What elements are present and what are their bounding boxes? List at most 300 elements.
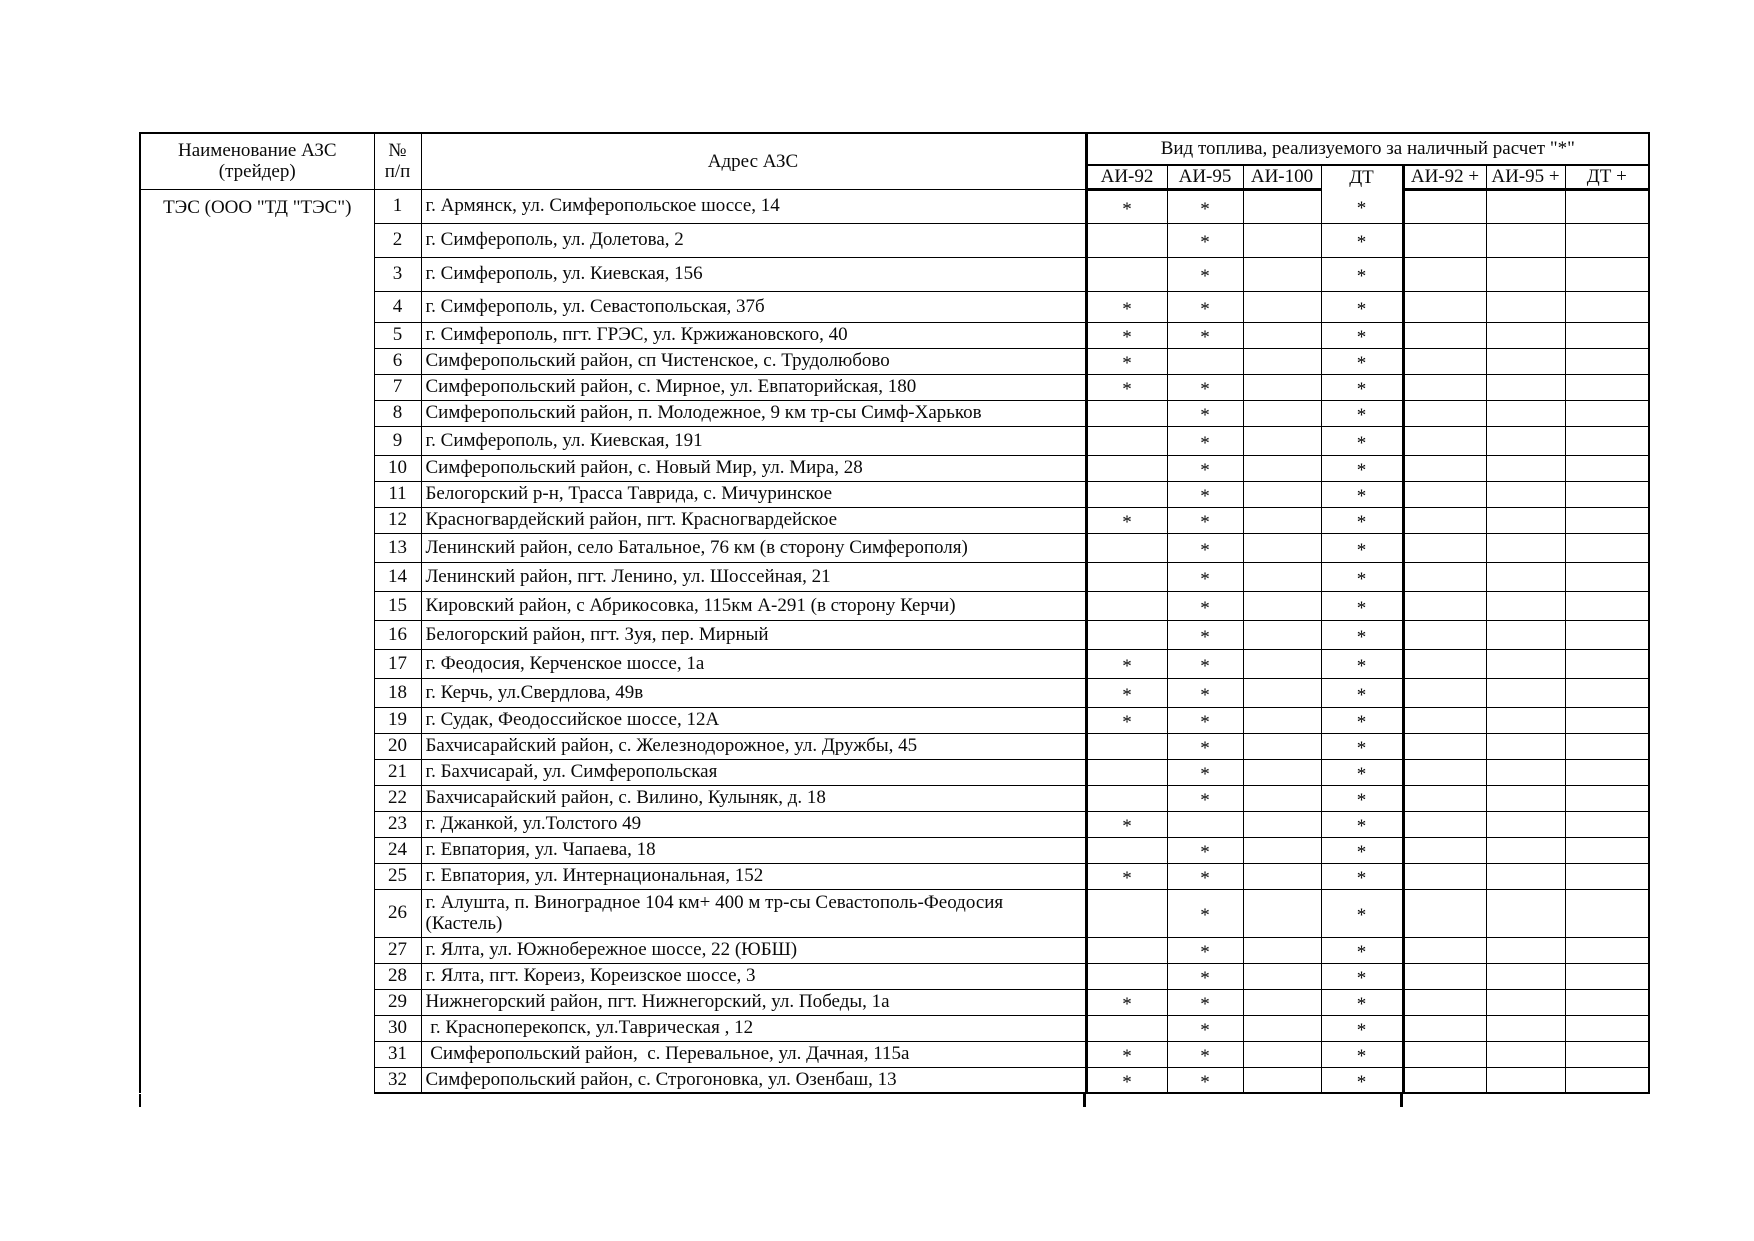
fuel-mark-cell-ai92 — [1086, 591, 1167, 620]
fuel-stations-table — [139, 132, 1650, 1094]
fuel-mark-cell-ai92plus — [1403, 533, 1486, 562]
address-cell: г. Алушта, п. Виноградное 104 км+ 400 м тр-сы Севастополь-Феодосия (Кастель) — [421, 889, 1086, 937]
fuel-available-mark: * — [1356, 684, 1367, 706]
fuel-mark-cell-ai95 — [1167, 1067, 1243, 1093]
fuel-available-mark: * — [1200, 379, 1210, 401]
fuel-mark-cell-dtplus — [1565, 189, 1649, 223]
fuel-mark-cell-ai92 — [1086, 649, 1167, 678]
trader-name-cell: ТЭС (ООО "ТД "ТЭС") — [140, 189, 374, 1093]
fuel-mark-cell-ai92 — [1086, 837, 1167, 863]
fuel-mark-cell-dtplus — [1565, 400, 1649, 426]
row-number-cell: 15 — [374, 591, 421, 620]
fuel-mark-cell-ai92plus — [1403, 348, 1486, 374]
fuel-mark-cell-ai92 — [1086, 889, 1167, 937]
fuel-mark-cell-dtplus — [1565, 785, 1649, 811]
fuel-mark-cell-dtplus — [1565, 507, 1649, 533]
fuel-available-mark: * — [1356, 486, 1367, 508]
row-number-cell: 26 — [374, 889, 421, 937]
fuel-available-mark: * — [1122, 353, 1132, 375]
fuel-mark-cell-ai92plus — [1403, 481, 1486, 507]
fuel-mark-cell-ai95 — [1167, 811, 1243, 837]
fuel-available-mark: * — [1122, 655, 1132, 677]
address-cell: Симферопольский район, с. Строгоновка, ул. Озенбаш, 13 — [421, 1067, 1086, 1093]
fuel-mark-cell-ai95 — [1167, 481, 1243, 507]
address-cell: г. Ялта, пгт. Кореиз, Кореизское шоссе, 3 — [421, 963, 1086, 989]
fuel-mark-cell-ai95 — [1167, 189, 1243, 223]
fuel-mark-cell-ai92 — [1086, 963, 1167, 989]
fuel-mark-cell-dt — [1321, 649, 1403, 678]
fuel-available-mark: * — [1200, 512, 1210, 534]
row-number-cell: 6 — [374, 348, 421, 374]
fuel-mark-cell-ai95plus — [1486, 989, 1565, 1015]
fuel-mark-cell-ai92plus — [1403, 400, 1486, 426]
fuel-mark-cell-ai92 — [1086, 1067, 1167, 1093]
fuel-available-mark: * — [1356, 764, 1367, 786]
fuel-mark-cell-dtplus — [1565, 649, 1649, 678]
row-number-cell: 19 — [374, 707, 421, 733]
row-number-cell: 2 — [374, 223, 421, 257]
fuel-mark-cell-ai100 — [1243, 507, 1321, 533]
fuel-mark-cell-ai92plus — [1403, 620, 1486, 649]
fuel-mark-cell-ai95 — [1167, 937, 1243, 963]
header-address-label: Адрес АЗС — [707, 150, 799, 172]
fuel-mark-cell-dt — [1321, 678, 1403, 707]
address-cell: г. Евпатория, ул. Интернациональная, 152 — [421, 863, 1086, 889]
fuel-mark-cell-ai100 — [1243, 963, 1321, 989]
fuel-mark-cell-ai95 — [1167, 562, 1243, 591]
row-number-cell: 12 — [374, 507, 421, 533]
fuel-mark-cell-ai95 — [1167, 733, 1243, 759]
row-number-cell: 22 — [374, 785, 421, 811]
fuel-mark-cell-dtplus — [1565, 863, 1649, 889]
fuel-mark-cell-dt — [1321, 591, 1403, 620]
address-cell: г. Феодосия, Керченское шоссе, 1а — [421, 649, 1086, 678]
fuel-mark-cell-ai100 — [1243, 1041, 1321, 1067]
row-number-cell: 7 — [374, 374, 421, 400]
fuel-mark-cell-ai92 — [1086, 1041, 1167, 1067]
fuel-mark-cell-ai95plus — [1486, 649, 1565, 678]
address-cell: Бахчисарайский район, с. Вилино, Кулыняк, д. 18 — [421, 785, 1086, 811]
fuel-mark-cell-dtplus — [1565, 291, 1649, 322]
address-cell: Красногвардейский район, пгт. Красногвардейское — [421, 507, 1086, 533]
fuel-mark-cell-ai95plus — [1486, 785, 1565, 811]
fuel-mark-cell-ai92plus — [1403, 189, 1486, 223]
fuel-mark-cell-ai92plus — [1403, 507, 1486, 533]
fuel-mark-cell-ai95 — [1167, 863, 1243, 889]
row-number-cell: 23 — [374, 811, 421, 837]
fuel-mark-cell-dtplus — [1565, 733, 1649, 759]
fuel-mark-cell-ai92 — [1086, 937, 1167, 963]
header-fuel-dt: ДТ — [1321, 165, 1403, 189]
address-cell: Ленинский район, пгт. Ленино, ул. Шоссейная, 21 — [421, 562, 1086, 591]
fuel-mark-cell-ai92plus — [1403, 1041, 1486, 1067]
header-station-name — [140, 133, 374, 189]
row-number-cell: 18 — [374, 678, 421, 707]
fuel-mark-cell-ai100 — [1243, 591, 1321, 620]
row-number-cell: 24 — [374, 837, 421, 863]
fuel-available-mark: * — [1122, 816, 1132, 838]
fuel-mark-cell-ai95plus — [1486, 863, 1565, 889]
fuel-available-mark: * — [1356, 905, 1367, 927]
fuel-mark-cell-dt — [1321, 989, 1403, 1015]
fuel-available-mark: * — [1200, 942, 1210, 964]
fuel-mark-cell-ai95plus — [1486, 591, 1565, 620]
fuel-available-mark: * — [1356, 198, 1367, 220]
fuel-mark-cell-dt — [1321, 348, 1403, 374]
fuel-available-mark: * — [1122, 994, 1132, 1016]
fuel-mark-cell-dt — [1321, 322, 1403, 348]
fuel-mark-cell-ai95 — [1167, 837, 1243, 863]
fuel-available-mark: * — [1356, 266, 1367, 288]
fuel-mark-cell-ai92 — [1086, 257, 1167, 291]
fuel-available-mark: * — [1356, 942, 1367, 964]
fuel-mark-cell-ai95 — [1167, 620, 1243, 649]
fuel-mark-cell-ai92plus — [1403, 291, 1486, 322]
fuel-available-mark: * — [1356, 968, 1367, 990]
fuel-mark-cell-dtplus — [1565, 989, 1649, 1015]
fuel-mark-cell-ai92 — [1086, 322, 1167, 348]
fuel-mark-cell-ai92 — [1086, 785, 1167, 811]
fuel-mark-cell-ai95plus — [1486, 1041, 1565, 1067]
fuel-mark-cell-ai92 — [1086, 507, 1167, 533]
fuel-mark-cell-dtplus — [1565, 533, 1649, 562]
fuel-available-mark: * — [1200, 1046, 1210, 1068]
fuel-mark-cell-ai92plus — [1403, 889, 1486, 937]
fuel-mark-cell-dt — [1321, 889, 1403, 937]
fuel-mark-cell-dtplus — [1565, 937, 1649, 963]
fuel-mark-cell-ai95plus — [1486, 811, 1565, 837]
address-cell: г. Керчь, ул.Свердлова, 49в — [421, 678, 1086, 707]
fuel-available-mark: * — [1200, 266, 1210, 288]
fuel-available-mark: * — [1200, 684, 1210, 706]
fuel-mark-cell-ai95plus — [1486, 374, 1565, 400]
fuel-mark-cell-ai95plus — [1486, 348, 1565, 374]
row-number-cell: 20 — [374, 733, 421, 759]
fuel-mark-cell-ai100 — [1243, 937, 1321, 963]
row-number-cell: 29 — [374, 989, 421, 1015]
fuel-mark-cell-dt — [1321, 426, 1403, 455]
fuel-available-mark: * — [1356, 842, 1367, 864]
row-number-cell: 16 — [374, 620, 421, 649]
fuel-mark-cell-dt — [1321, 481, 1403, 507]
address-cell: Кировский район, с Абрикосовка, 115км А-291 (в сторону Керчи) — [421, 591, 1086, 620]
fuel-mark-cell-ai95plus — [1486, 400, 1565, 426]
fuel-available-mark: * — [1200, 842, 1210, 864]
fuel-mark-cell-dtplus — [1565, 257, 1649, 291]
fuel-mark-cell-ai92 — [1086, 426, 1167, 455]
address-cell: Белогорский р-н, Трасса Таврида, с. Мичуринское — [421, 481, 1086, 507]
fuel-mark-cell-ai95plus — [1486, 889, 1565, 937]
fuel-mark-cell-ai95plus — [1486, 322, 1565, 348]
address-cell: Ленинский район, село Батальное, 76 км (в сторону Симферополя) — [421, 533, 1086, 562]
fuel-available-mark: * — [1200, 968, 1210, 990]
address-cell: Симферопольский район, с. Перевальное, ул. Дачная, 115а — [421, 1041, 1086, 1067]
fuel-mark-cell-ai100 — [1243, 707, 1321, 733]
fuel-mark-cell-dt — [1321, 1067, 1403, 1093]
row-number-cell: 13 — [374, 533, 421, 562]
address-cell: г. Армянск, ул. Симферопольское шоссе, 14 — [421, 189, 1086, 223]
fuel-mark-cell-dtplus — [1565, 426, 1649, 455]
fuel-mark-cell-ai92plus — [1403, 837, 1486, 863]
fuel-mark-cell-ai92 — [1086, 989, 1167, 1015]
row-number-cell: 32 — [374, 1067, 421, 1093]
address-cell: Нижнегорский район, пгт. Нижнегорский, ул. Победы, 1а — [421, 989, 1086, 1015]
fuel-mark-cell-ai92 — [1086, 620, 1167, 649]
fuel-available-mark: * — [1356, 712, 1367, 734]
fuel-mark-cell-dt — [1321, 189, 1403, 223]
fuel-mark-cell-ai92plus — [1403, 811, 1486, 837]
fuel-available-mark: * — [1122, 512, 1132, 534]
page-cut-border-stub-plus — [1400, 1094, 1403, 1107]
fuel-available-mark: * — [1356, 1020, 1367, 1042]
fuel-available-mark: * — [1356, 626, 1367, 648]
fuel-mark-cell-ai92plus — [1403, 989, 1486, 1015]
fuel-mark-cell-ai92 — [1086, 400, 1167, 426]
header-station-name-line2: (трейдер) — [218, 161, 296, 183]
fuel-available-mark: * — [1200, 327, 1210, 349]
fuel-mark-cell-ai92plus — [1403, 455, 1486, 481]
address-cell: г. Симферополь, ул. Севастопольская, 37б — [421, 291, 1086, 322]
fuel-mark-cell-ai92plus — [1403, 733, 1486, 759]
fuel-mark-cell-ai92plus — [1403, 591, 1486, 620]
header-fuel-dtplus: ДТ + — [1565, 165, 1649, 189]
fuel-mark-cell-ai95plus — [1486, 189, 1565, 223]
fuel-available-mark: * — [1200, 1072, 1210, 1094]
fuel-mark-cell-ai95plus — [1486, 733, 1565, 759]
fuel-available-mark: * — [1200, 405, 1210, 427]
address-cell: Симферопольский район, сп Чистенское, с. Трудолюбово — [421, 348, 1086, 374]
page-cut-border-stub-fuel — [1083, 1094, 1086, 1107]
fuel-mark-cell-ai92plus — [1403, 863, 1486, 889]
fuel-available-mark: * — [1122, 198, 1132, 220]
header-fuel-ai100: АИ-100 — [1243, 165, 1321, 189]
fuel-available-mark: * — [1356, 405, 1367, 427]
fuel-mark-cell-ai92plus — [1403, 562, 1486, 591]
fuel-available-mark: * — [1200, 432, 1210, 454]
fuel-mark-cell-ai92 — [1086, 223, 1167, 257]
fuel-mark-cell-ai95 — [1167, 257, 1243, 291]
fuel-mark-cell-dtplus — [1565, 678, 1649, 707]
fuel-mark-cell-dtplus — [1565, 322, 1649, 348]
fuel-mark-cell-ai92plus — [1403, 759, 1486, 785]
header-fuel-group — [1086, 133, 1649, 165]
fuel-mark-cell-ai100 — [1243, 785, 1321, 811]
address-cell: г. Судак, Феодоссийское шоссе, 12А — [421, 707, 1086, 733]
fuel-mark-cell-dt — [1321, 733, 1403, 759]
fuel-mark-cell-ai92plus — [1403, 322, 1486, 348]
fuel-available-mark: * — [1200, 198, 1210, 220]
fuel-mark-cell-ai92plus — [1403, 1015, 1486, 1041]
fuel-mark-cell-ai100 — [1243, 257, 1321, 291]
header-row-number-line1: № — [388, 139, 407, 161]
fuel-available-mark: * — [1200, 460, 1210, 482]
header-row-number — [374, 133, 421, 189]
document-sheet — [139, 132, 1650, 1094]
header-row-number-line2: п/п — [384, 161, 411, 183]
fuel-mark-cell-dt — [1321, 863, 1403, 889]
table-row — [140, 189, 1649, 223]
fuel-available-mark: * — [1356, 232, 1367, 254]
fuel-mark-cell-ai95plus — [1486, 1015, 1565, 1041]
row-number-cell: 21 — [374, 759, 421, 785]
address-cell: г. Красноперекопск, ул.Таврическая , 12 — [421, 1015, 1086, 1041]
address-cell: Бахчисарайский район, с. Железнодорожное, ул. Дружбы, 45 — [421, 733, 1086, 759]
fuel-mark-cell-ai95plus — [1486, 707, 1565, 733]
fuel-available-mark: * — [1200, 539, 1210, 561]
fuel-mark-cell-ai92 — [1086, 863, 1167, 889]
fuel-mark-cell-ai95plus — [1486, 1067, 1565, 1093]
fuel-mark-cell-dtplus — [1565, 811, 1649, 837]
fuel-available-mark: * — [1200, 298, 1210, 320]
address-cell: Симферопольский район, с. Новый Мир, ул. Мира, 28 — [421, 455, 1086, 481]
fuel-mark-cell-ai100 — [1243, 291, 1321, 322]
fuel-mark-cell-ai100 — [1243, 1015, 1321, 1041]
fuel-mark-cell-dtplus — [1565, 591, 1649, 620]
address-cell: г. Симферополь, ул. Долетова, 2 — [421, 223, 1086, 257]
fuel-mark-cell-dtplus — [1565, 1015, 1649, 1041]
fuel-mark-cell-dt — [1321, 223, 1403, 257]
fuel-mark-cell-dtplus — [1565, 562, 1649, 591]
fuel-available-mark: * — [1122, 684, 1132, 706]
fuel-mark-cell-ai95plus — [1486, 426, 1565, 455]
fuel-mark-cell-ai95 — [1167, 889, 1243, 937]
fuel-mark-cell-dt — [1321, 291, 1403, 322]
fuel-mark-cell-ai92 — [1086, 733, 1167, 759]
fuel-mark-cell-dt — [1321, 811, 1403, 837]
header-address — [421, 133, 1086, 189]
fuel-mark-cell-dtplus — [1565, 889, 1649, 937]
fuel-available-mark: * — [1200, 597, 1210, 619]
fuel-available-mark: * — [1122, 379, 1132, 401]
row-number-cell: 11 — [374, 481, 421, 507]
fuel-available-mark: * — [1356, 1046, 1367, 1068]
row-number-cell: 4 — [374, 291, 421, 322]
fuel-mark-cell-ai92plus — [1403, 937, 1486, 963]
fuel-mark-cell-dt — [1321, 562, 1403, 591]
fuel-mark-cell-dtplus — [1565, 1067, 1649, 1093]
fuel-mark-cell-ai95 — [1167, 223, 1243, 257]
fuel-available-mark: * — [1200, 868, 1210, 890]
fuel-mark-cell-ai95plus — [1486, 533, 1565, 562]
row-number-cell: 9 — [374, 426, 421, 455]
fuel-mark-cell-ai100 — [1243, 678, 1321, 707]
fuel-available-mark: * — [1122, 327, 1132, 349]
address-cell: г. Симферополь, ул. Киевская, 191 — [421, 426, 1086, 455]
row-number-cell: 25 — [374, 863, 421, 889]
address-cell: г. Джанкой, ул.Толстого 49 — [421, 811, 1086, 837]
fuel-mark-cell-ai92 — [1086, 678, 1167, 707]
fuel-available-mark: * — [1122, 712, 1132, 734]
fuel-mark-cell-ai92plus — [1403, 223, 1486, 257]
fuel-mark-cell-dt — [1321, 620, 1403, 649]
fuel-mark-cell-ai95 — [1167, 291, 1243, 322]
fuel-mark-cell-ai92 — [1086, 811, 1167, 837]
row-number-cell: 8 — [374, 400, 421, 426]
fuel-mark-cell-dtplus — [1565, 963, 1649, 989]
fuel-available-mark: * — [1356, 1072, 1367, 1094]
address-cell: г. Ялта, ул. Южнобережное шоссе, 22 (ЮБШ) — [421, 937, 1086, 963]
fuel-available-mark: * — [1356, 379, 1367, 401]
fuel-available-mark: * — [1356, 432, 1367, 454]
fuel-mark-cell-dt — [1321, 257, 1403, 291]
fuel-mark-cell-dt — [1321, 759, 1403, 785]
row-number-cell: 3 — [374, 257, 421, 291]
fuel-mark-cell-ai92 — [1086, 348, 1167, 374]
fuel-mark-cell-ai92 — [1086, 759, 1167, 785]
fuel-mark-cell-ai95plus — [1486, 759, 1565, 785]
fuel-available-mark: * — [1356, 353, 1367, 375]
fuel-mark-cell-ai95 — [1167, 678, 1243, 707]
fuel-mark-cell-ai92plus — [1403, 678, 1486, 707]
fuel-mark-cell-ai92 — [1086, 481, 1167, 507]
fuel-available-mark: * — [1356, 327, 1367, 349]
fuel-mark-cell-dt — [1321, 837, 1403, 863]
fuel-mark-cell-ai95 — [1167, 374, 1243, 400]
fuel-mark-cell-ai100 — [1243, 533, 1321, 562]
address-cell: Симферопольский район, п. Молодежное, 9 км тр-сы Симф-Харьков — [421, 400, 1086, 426]
fuel-mark-cell-ai92plus — [1403, 257, 1486, 291]
fuel-mark-cell-ai95plus — [1486, 291, 1565, 322]
fuel-mark-cell-ai92plus — [1403, 785, 1486, 811]
fuel-mark-cell-ai92 — [1086, 562, 1167, 591]
fuel-available-mark: * — [1122, 1072, 1132, 1094]
fuel-available-mark: * — [1356, 512, 1367, 534]
row-number-cell: 17 — [374, 649, 421, 678]
fuel-mark-cell-dtplus — [1565, 481, 1649, 507]
header-fuel-ai95plus: АИ-95 + — [1486, 165, 1565, 189]
fuel-available-mark: * — [1200, 655, 1210, 677]
fuel-mark-cell-ai100 — [1243, 455, 1321, 481]
fuel-mark-cell-ai95 — [1167, 707, 1243, 733]
fuel-mark-cell-dt — [1321, 963, 1403, 989]
fuel-mark-cell-ai100 — [1243, 374, 1321, 400]
fuel-mark-cell-ai95 — [1167, 989, 1243, 1015]
fuel-mark-cell-ai95plus — [1486, 455, 1565, 481]
row-number-cell: 27 — [374, 937, 421, 963]
fuel-mark-cell-dt — [1321, 455, 1403, 481]
fuel-mark-cell-ai92 — [1086, 707, 1167, 733]
fuel-mark-cell-ai95 — [1167, 759, 1243, 785]
fuel-available-mark: * — [1356, 790, 1367, 812]
fuel-mark-cell-dtplus — [1565, 707, 1649, 733]
fuel-available-mark: * — [1356, 298, 1367, 320]
fuel-mark-cell-ai92plus — [1403, 374, 1486, 400]
fuel-available-mark: * — [1122, 1046, 1132, 1068]
fuel-mark-cell-ai95 — [1167, 348, 1243, 374]
fuel-mark-cell-dtplus — [1565, 223, 1649, 257]
fuel-available-mark: * — [1356, 460, 1367, 482]
fuel-mark-cell-ai100 — [1243, 400, 1321, 426]
fuel-mark-cell-ai92plus — [1403, 707, 1486, 733]
row-number-cell: 30 — [374, 1015, 421, 1041]
fuel-mark-cell-ai95plus — [1486, 963, 1565, 989]
fuel-mark-cell-ai95plus — [1486, 481, 1565, 507]
row-number-cell: 28 — [374, 963, 421, 989]
row-number-cell: 10 — [374, 455, 421, 481]
fuel-mark-cell-ai100 — [1243, 837, 1321, 863]
fuel-mark-cell-ai95 — [1167, 649, 1243, 678]
fuel-available-mark: * — [1356, 738, 1367, 760]
header-fuel-ai95: АИ-95 — [1167, 165, 1243, 189]
fuel-available-mark: * — [1200, 790, 1210, 812]
fuel-mark-cell-dt — [1321, 533, 1403, 562]
fuel-mark-cell-ai92 — [1086, 189, 1167, 223]
fuel-mark-cell-ai100 — [1243, 481, 1321, 507]
fuel-mark-cell-ai92 — [1086, 533, 1167, 562]
fuel-mark-cell-dt — [1321, 374, 1403, 400]
fuel-available-mark: * — [1356, 597, 1367, 619]
fuel-mark-cell-ai95 — [1167, 322, 1243, 348]
